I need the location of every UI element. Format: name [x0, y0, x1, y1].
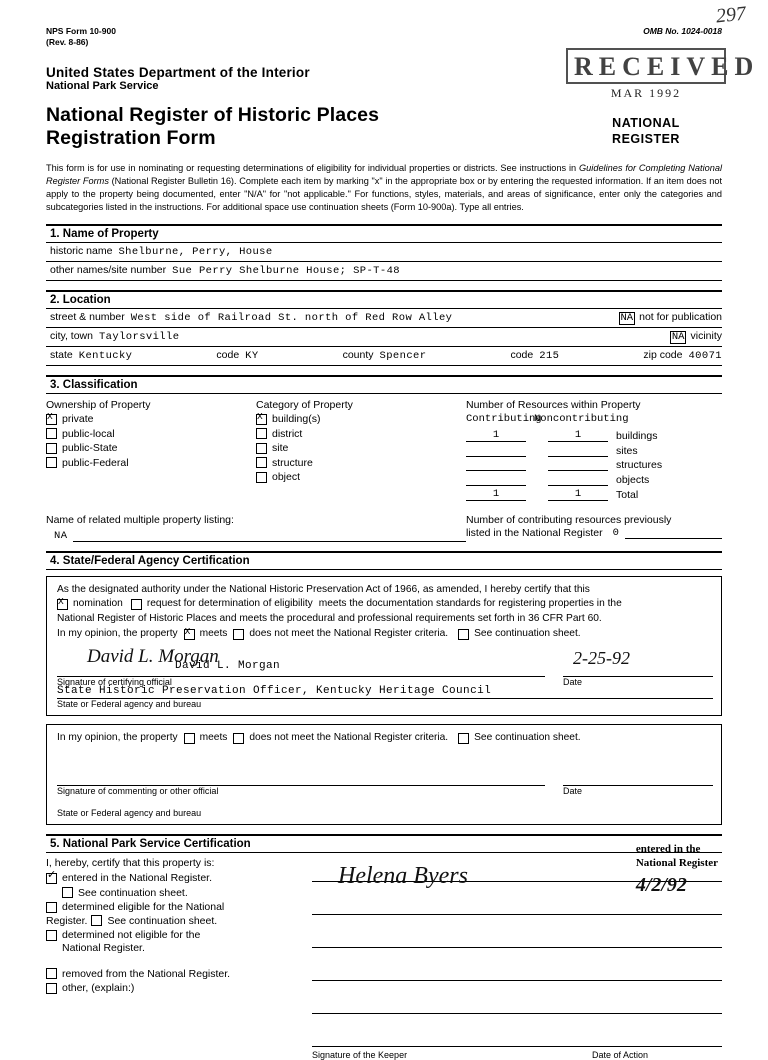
checkbox-icon[interactable] [256, 457, 267, 468]
street-row [46, 309, 722, 328]
entered-date: 4/2/92 [635, 873, 687, 896]
contributing-header: Contributing [466, 413, 542, 425]
section-5-heading: 5. National Park Service Certification [46, 834, 722, 853]
nps-certification-intro: I, hereby, certify that this property is: [46, 857, 215, 870]
omb-number: OMB No. 1024-0018 [643, 26, 722, 36]
category-title: Category of Property [256, 398, 353, 411]
contributing-value-1[interactable] [466, 456, 526, 457]
section-2-heading: 2. Location [46, 290, 722, 309]
nps-option-determined-not-eligible-line2 [62, 942, 296, 954]
commenting-signature-line[interactable] [57, 767, 545, 786]
nps-option-label-4: other, (explain:) [62, 982, 135, 995]
category-option-site[interactable] [256, 442, 466, 454]
checkbox-icon[interactable] [46, 414, 57, 425]
nps-option-entered-continuation[interactable] [62, 887, 296, 899]
commenting-date-label: Date [563, 786, 583, 797]
checkbox-icon[interactable] [46, 457, 57, 468]
commenting-certification-box [46, 724, 722, 826]
county-code-label: code [510, 348, 534, 361]
nps-option-other[interactable] [46, 982, 296, 994]
agency-title: National Park Service [46, 80, 159, 93]
street-value[interactable]: West side of Railroad St. north of Red Row Alley [130, 311, 453, 324]
opinion-prefix: In my opinion, the property [57, 627, 178, 639]
comment-opinion-does-not-meet: does not meet the National Register criteria. [249, 731, 449, 743]
commenting-signature-label: Signature of commenting or other official [57, 786, 219, 797]
certification-paragraph-line3: National Register of Historic Places and meets the procedural and professional requirements set forth in 36 CFR Part 60. [57, 613, 602, 625]
state-value[interactable]: Kentucky [78, 349, 133, 362]
checkbox-icon[interactable] [57, 599, 68, 610]
state-certification-box [46, 576, 722, 716]
checkbox-icon[interactable] [256, 428, 267, 439]
checkbox-icon[interactable] [46, 443, 57, 454]
instructions-part2: (National Register Bulletin 16). Complete each item by marking "x" in the appropriate box or by entering the requested information. If an item does not apply to the property being documented, enter "N/A" for "not applicable." For functions, styles, materials, and areas of significance, enter only the categories and subcategories listed in the instructions. For additional space use continuation sheets (Form 10-900a). Type all entries. [46, 176, 722, 213]
certification-paragraph-line1: As the designated authority under the National Historic Preservation Act of 1966, as amended, I hereby certify that this [57, 583, 590, 595]
opinion-continuation: See continuation sheet. [474, 627, 581, 639]
resource-row-objects [466, 474, 722, 486]
checkbox-icon[interactable] [256, 443, 267, 454]
nps-option-determined-not-eligible[interactable] [46, 929, 296, 941]
agency-bureau-label: State or Federal agency and bureau [57, 698, 202, 709]
certifying-signature-typed: David L. Morgan [175, 659, 281, 672]
resource-type-0: buildings [616, 430, 658, 442]
checkbox-icon[interactable] [131, 599, 142, 610]
ownership-option-private[interactable] [46, 413, 256, 425]
checkbox-icon[interactable] [46, 902, 57, 913]
checkbox-icon[interactable] [458, 733, 469, 744]
checkbox-icon[interactable] [46, 428, 57, 439]
ownership-option-public-local[interactable] [46, 428, 256, 440]
form-title-line2: Registration Form [46, 127, 216, 150]
section-3-heading: 3. Classification [46, 375, 722, 394]
state-label: state [50, 348, 73, 361]
contributing-value-0[interactable]: 1 [466, 429, 526, 442]
category-label-4: object [272, 471, 301, 483]
category-column [256, 399, 466, 504]
opinion-does-not-meet: does not meet the National Register criteria. [249, 627, 449, 639]
instructions-italic: Guidelines for Completing National Register Forms [46, 163, 722, 187]
opinion-meets: meets [199, 627, 228, 639]
resource-row-buildings [466, 429, 722, 442]
nps-line-6[interactable] [312, 1026, 722, 1047]
department-title: United States Department of the Interior [46, 65, 310, 81]
form-instructions [46, 162, 722, 214]
previously-listed-label-line2: listed in the National Register [466, 526, 603, 539]
commenting-agency-label: State or Federal agency and bureau [57, 808, 202, 819]
entered-stamp-line1: entered in the [635, 843, 701, 856]
noncontributing-value-2[interactable] [548, 470, 608, 471]
historic-name-row [46, 243, 722, 262]
category-option-district[interactable] [256, 428, 466, 440]
ownership-label-0: private [62, 413, 94, 425]
form-number: NPS Form 10-900 [46, 26, 116, 36]
state-code-value[interactable]: KY [245, 349, 259, 362]
other-names-label: other names/site number [50, 263, 167, 276]
state-county-row [46, 347, 722, 366]
contributing-value-2[interactable] [466, 470, 526, 471]
ownership-label-2: public-State [62, 442, 118, 454]
county-label: county [342, 348, 374, 361]
checkbox-icon[interactable] [184, 733, 195, 744]
nps-option-sub-0: See continuation sheet. [78, 886, 188, 899]
nps-option-sub-1: See continuation sheet. [107, 914, 218, 927]
noncontributing-value-1[interactable] [548, 456, 608, 457]
city-row [46, 328, 722, 347]
checkbox-icon[interactable] [46, 873, 57, 884]
nps-line-3[interactable] [312, 927, 722, 948]
form-revision: (Rev. 8-86) [46, 36, 89, 47]
entered-stamp-line2: National Register [635, 857, 718, 870]
keeper-signature-script: Helena Byers [338, 863, 468, 890]
ownership-label-3: public-Federal [62, 456, 129, 469]
other-names-row [46, 262, 722, 281]
resources-column [466, 399, 722, 504]
category-label-2: site [272, 442, 289, 454]
cert-paragraph-tail: meets the documentation standards for registering properties in the [318, 598, 622, 610]
checkbox-icon[interactable] [233, 629, 244, 640]
nps-option-determined-eligible[interactable] [46, 901, 296, 913]
certifying-signature-label: Signature of certifying official [57, 676, 172, 687]
ownership-option-public-federal[interactable] [46, 457, 256, 469]
nps-line-4[interactable] [312, 960, 722, 981]
comment-opinion-prefix: In my opinion, the property [57, 731, 178, 743]
commenting-date-line[interactable] [563, 767, 713, 786]
checkbox-icon[interactable] [458, 629, 469, 640]
comment-opinion-continuation: See continuation sheet. [474, 731, 581, 743]
state-code-label: code [216, 348, 240, 361]
nps-option-label-1: determined eligible for the National [62, 901, 225, 914]
cert-option-request: request for determination of eligibility [146, 598, 313, 610]
ownership-label-1: public-local [62, 427, 115, 440]
received-stamp-date: MAR 1992 [610, 86, 682, 100]
checkbox-icon[interactable] [256, 472, 267, 483]
category-label-3: structure [272, 456, 313, 469]
checkbox-icon[interactable] [233, 733, 244, 744]
checkbox-icon[interactable] [256, 414, 267, 425]
resources-title: Number of Resources within Property [466, 398, 641, 411]
checkbox-icon[interactable] [62, 887, 73, 898]
ownership-title: Ownership of Property [46, 398, 151, 411]
category-option-buildings[interactable] [256, 413, 466, 425]
checkbox-icon[interactable] [46, 968, 57, 979]
resource-row-total [466, 488, 722, 501]
noncontributing-value-4[interactable]: 1 [548, 488, 608, 501]
cert-option-nomination: nomination [73, 598, 123, 610]
noncontributing-header: Noncontributing [534, 413, 629, 425]
checkbox-icon[interactable] [46, 930, 57, 941]
section-1-heading: 1. Name of Property [46, 224, 722, 243]
checkbox-icon[interactable] [91, 915, 102, 926]
previously-listed-label-line1: Number of contributing resources previously [466, 513, 672, 526]
multiple-listing-row [46, 514, 722, 542]
keeper-signature-label: Signature of the Keeper [312, 1050, 408, 1060]
category-label-1: district [272, 427, 303, 440]
category-option-structure[interactable] [256, 457, 466, 469]
certifying-signature-script: David L. Morgan [87, 645, 219, 667]
nps-option-label-0: entered in the National Register. [62, 872, 213, 885]
ownership-option-public-state[interactable] [46, 442, 256, 454]
section-4-heading: 4. State/Federal Agency Certification [46, 551, 722, 570]
nps-option-determined-eligible-line2 [46, 915, 296, 927]
other-names-value[interactable]: Sue Perry Shelburne House; SP-T-48 [172, 264, 400, 277]
category-label-0: building(s) [272, 413, 321, 425]
checkbox-icon[interactable] [184, 629, 195, 640]
previously-listed-value[interactable]: 0 [612, 526, 620, 539]
county-code-value[interactable]: 215 [539, 349, 560, 362]
nps-option-label2-1: Register. [46, 914, 88, 927]
certifying-date-label: Date [563, 676, 583, 687]
county-value[interactable]: Spencer [379, 349, 427, 362]
resource-row-sites [466, 445, 722, 457]
zip-value[interactable]: 40071 [688, 349, 722, 362]
nps-option-label-2: determined not eligible for the [62, 929, 201, 942]
vicinity-mark[interactable]: NA [671, 330, 685, 343]
noncontributing-value-3[interactable] [548, 485, 608, 486]
page-number: 297 [714, 2, 748, 28]
zip-label: zip code [643, 348, 683, 361]
form-meta-row [46, 26, 722, 47]
street-label: street & number [50, 310, 125, 323]
nps-option-label-3: removed from the National Register. [62, 967, 231, 980]
city-value[interactable]: Taylorsville [98, 330, 180, 343]
ownership-column [46, 399, 256, 504]
date-of-action-label: Date of Action [592, 1050, 649, 1060]
nps-signature-lines [312, 843, 722, 1047]
resource-type-1: sites [616, 444, 638, 457]
contributing-value-3[interactable] [466, 485, 526, 486]
classification-columns [46, 399, 722, 504]
comment-opinion-meets: meets [199, 731, 228, 743]
form-title-line1: National Register of Historic Places [46, 104, 380, 127]
nps-line-5[interactable] [312, 993, 722, 1014]
received-stamp: RECEIVED [566, 48, 726, 84]
agency-bureau-value[interactable]: State Historic Preservation Officer, Kentucky Heritage Council [57, 685, 713, 699]
historic-name-label: historic name [50, 244, 113, 257]
nps-option-label2-2: National Register. [62, 941, 145, 954]
contributing-value-4[interactable]: 1 [466, 488, 526, 501]
checkbox-icon[interactable] [46, 983, 57, 994]
instructions-part1: This form is for use in nominating or requesting determinations of eligibility for individual properties or districts. See instructions in [46, 163, 580, 174]
multiple-listing-value[interactable]: NA [54, 529, 68, 542]
historic-name-value[interactable]: Shelburne, Perry, House [118, 245, 273, 258]
nps-certification-options [46, 857, 296, 1047]
not-for-publication-mark[interactable]: NA [620, 311, 634, 324]
not-for-publication-label: not for publication [639, 310, 722, 323]
city-label: city, town [50, 329, 93, 342]
national-register-label-line2: REGISTER [612, 132, 680, 147]
resource-row-structures [466, 459, 722, 471]
resource-type-3: objects [616, 473, 650, 486]
national-register-label-line1: NATIONAL [612, 116, 680, 130]
nps-option-entered[interactable] [46, 872, 296, 884]
nps-option-removed[interactable] [46, 968, 296, 980]
entered-stamp [636, 843, 718, 898]
vicinity-label: vicinity [690, 329, 722, 342]
multiple-listing-label: Name of related multiple property listing: [46, 513, 234, 526]
resource-type-4: Total [616, 489, 639, 501]
resource-type-2: structures [616, 459, 663, 471]
category-option-object[interactable] [256, 471, 466, 483]
noncontributing-value-0[interactable]: 1 [548, 429, 608, 442]
certifying-date-script: 2-25-92 [573, 647, 630, 668]
received-stamp-block [566, 48, 760, 148]
